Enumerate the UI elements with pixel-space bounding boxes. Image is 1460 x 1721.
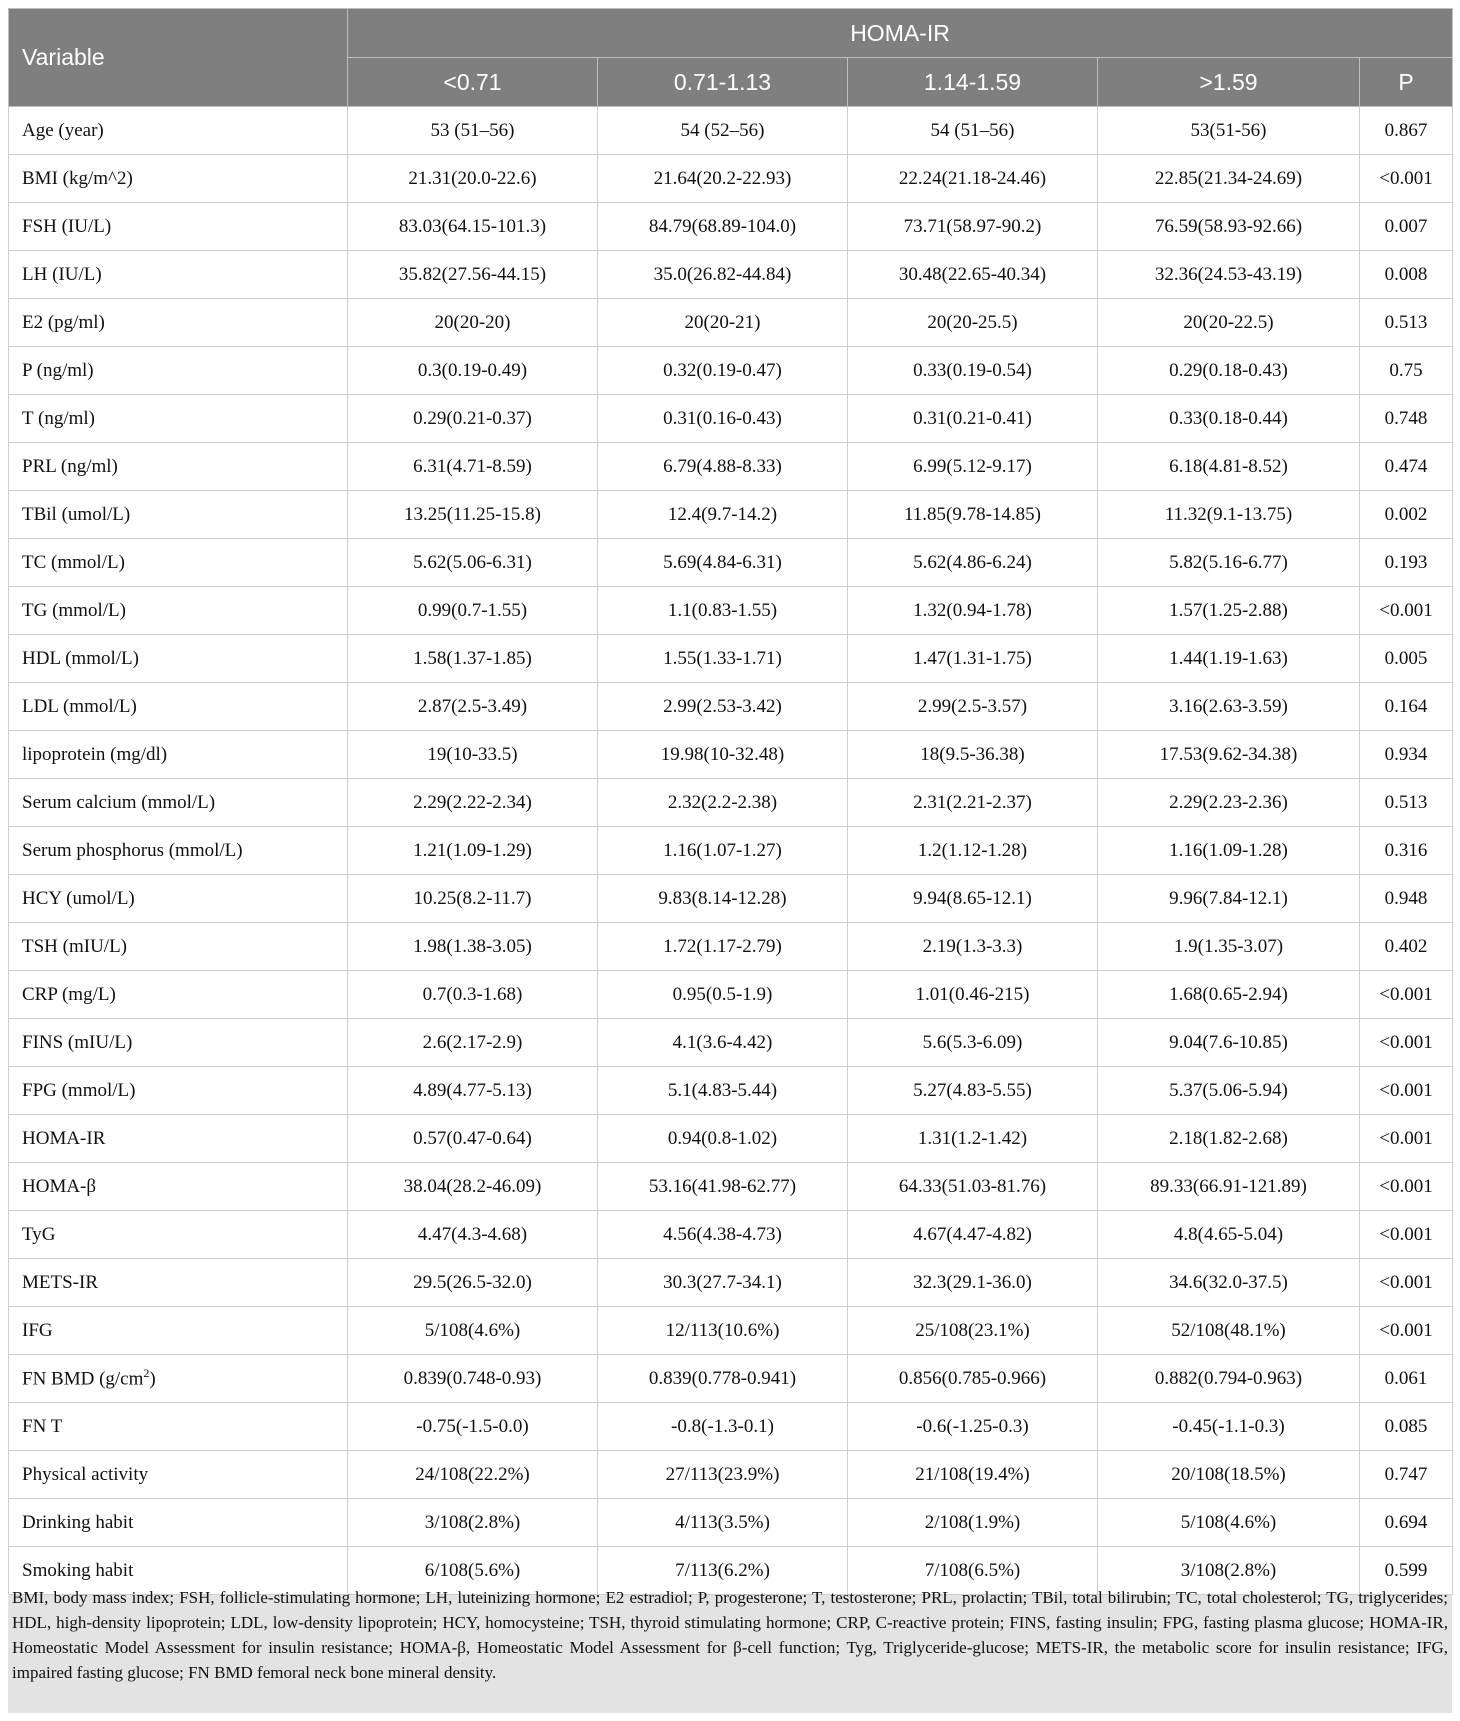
value-cell: 32.3(29.1-36.0)	[848, 1259, 1098, 1307]
value-cell: 6.79(4.88-8.33)	[598, 443, 848, 491]
p-value-cell: <0.001	[1360, 1115, 1453, 1163]
table-row	[9, 1019, 1453, 1067]
table-row	[9, 971, 1453, 1019]
value-cell: 0.95(0.5-1.9)	[598, 971, 848, 1019]
table-footnote: BMI, body mass index; FSH, follicle-stimulating hormone; LH, luteinizing hormone; E2 estradiol; P, progesterone; T, testosterone; PRL, prolactin; TBil, total bilirubin; TC, total cholesterol; TG, triglycerides; HDL, high-density lipoprotein; LDL, low-density lipoprotein; HCY, homocysteine; TSH, thyroid stimulating hormone; CRP, C-reactive protein; FINS, fasting insulin; FPG, fasting plasma glucose; HOMA-IR, Homeostatic Model Assessment for insulin resistance; HOMA-β, Homeostatic Model Assessment for β-cell function; Tyg, Triglyceride-glucose; METS-IR, the metabolic score for insulin resistance; IFG, impaired fasting glucose; FN BMD femoral neck bone mineral density.	[12, 1588, 1448, 1682]
value-cell: 35.82(27.56-44.15)	[348, 251, 598, 299]
row-label-text: HDL (mmol/L)	[22, 647, 139, 669]
table-row	[9, 539, 1453, 587]
group-header: HOMA-IR	[348, 9, 1453, 58]
p-value-cell: 0.061	[1360, 1355, 1453, 1403]
value-cell: 5.1(4.83-5.44)	[598, 1067, 848, 1115]
p-value-cell: 0.164	[1360, 683, 1453, 731]
value-cell: 22.85(21.34-24.69)	[1098, 155, 1360, 203]
value-cell: 3/108(2.8%)	[1098, 1547, 1360, 1595]
row-label	[9, 1403, 348, 1451]
table-row	[9, 731, 1453, 779]
p-value-cell: <0.001	[1360, 1307, 1453, 1355]
variable-header: Variable	[9, 9, 348, 107]
row-label-text: HCY (umol/L)	[22, 887, 135, 909]
p-value-cell: 0.948	[1360, 875, 1453, 923]
value-cell: 1.16(1.09-1.28)	[1098, 827, 1360, 875]
table-row	[9, 203, 1453, 251]
row-label-text: Physical activity	[22, 1463, 149, 1485]
value-cell: 2/108(1.9%)	[848, 1499, 1098, 1547]
row-label-text: Age (year)	[22, 119, 104, 141]
value-cell: 3.16(2.63-3.59)	[1098, 683, 1360, 731]
value-cell: 1.31(1.2-1.42)	[848, 1115, 1098, 1163]
row-label	[9, 1067, 348, 1115]
row-label-superscript: 2	[143, 1366, 150, 1381]
value-cell: 1.55(1.33-1.71)	[598, 635, 848, 683]
value-cell: 20(20-21)	[598, 299, 848, 347]
row-label-text: FPG (mmol/L)	[22, 1079, 136, 1101]
value-cell: 20/108(18.5%)	[1098, 1451, 1360, 1499]
value-cell: 0.31(0.16-0.43)	[598, 395, 848, 443]
p-value-cell: 0.002	[1360, 491, 1453, 539]
value-cell: 4.47(4.3-4.68)	[348, 1211, 598, 1259]
row-label	[9, 1211, 348, 1259]
value-cell: 84.79(68.89-104.0)	[598, 203, 848, 251]
value-cell: 2.87(2.5-3.49)	[348, 683, 598, 731]
table-row	[9, 299, 1453, 347]
value-cell: 2.29(2.23-2.36)	[1098, 779, 1360, 827]
value-cell: 2.32(2.2-2.38)	[598, 779, 848, 827]
table-row	[9, 1307, 1453, 1355]
value-cell: 2.29(2.22-2.34)	[348, 779, 598, 827]
row-label-text: CRP (mg/L)	[22, 983, 116, 1005]
column-header: P	[1360, 58, 1453, 107]
value-cell: 3/108(2.8%)	[348, 1499, 598, 1547]
table-row	[9, 251, 1453, 299]
value-cell: 54 (52–56)	[598, 107, 848, 155]
value-cell: 30.48(22.65-40.34)	[848, 251, 1098, 299]
row-label	[9, 1307, 348, 1355]
value-cell: 30.3(27.7-34.1)	[598, 1259, 848, 1307]
row-label	[9, 1451, 348, 1499]
table-row	[9, 1451, 1453, 1499]
value-cell: 9.96(7.84-12.1)	[1098, 875, 1360, 923]
value-cell: 4.56(4.38-4.73)	[598, 1211, 848, 1259]
column-header: >1.59	[1098, 58, 1360, 107]
value-cell: 1.47(1.31-1.75)	[848, 635, 1098, 683]
data-table	[8, 8, 1453, 1595]
row-label	[9, 1115, 348, 1163]
row-label	[9, 1499, 348, 1547]
row-label-text: METS-IR	[22, 1271, 98, 1293]
p-value-cell: 0.694	[1360, 1499, 1453, 1547]
value-cell: 11.32(9.1-13.75)	[1098, 491, 1360, 539]
row-label	[9, 443, 348, 491]
value-cell: 53 (51–56)	[348, 107, 598, 155]
value-cell: 13.25(11.25-15.8)	[348, 491, 598, 539]
table-row	[9, 1355, 1453, 1403]
value-cell: 1.9(1.35-3.07)	[1098, 923, 1360, 971]
table-row	[9, 875, 1453, 923]
value-cell: 0.99(0.7-1.55)	[348, 587, 598, 635]
table-row	[9, 491, 1453, 539]
value-cell: 9.04(7.6-10.85)	[1098, 1019, 1360, 1067]
row-label-text: LH (IU/L)	[22, 263, 102, 285]
value-cell: 21.64(20.2-22.93)	[598, 155, 848, 203]
p-value-cell: <0.001	[1360, 1067, 1453, 1115]
value-cell: 2.99(2.5-3.57)	[848, 683, 1098, 731]
value-cell: 64.33(51.03-81.76)	[848, 1163, 1098, 1211]
table-body	[9, 107, 1453, 1595]
row-label-text: FINS (mIU/L)	[22, 1031, 133, 1053]
value-cell: 53(51-56)	[1098, 107, 1360, 155]
row-label	[9, 971, 348, 1019]
value-cell: 2.31(2.21-2.37)	[848, 779, 1098, 827]
value-cell: 1.16(1.07-1.27)	[598, 827, 848, 875]
value-cell: 0.94(0.8-1.02)	[598, 1115, 848, 1163]
value-cell: -0.6(-1.25-0.3)	[848, 1403, 1098, 1451]
p-value-cell: 0.748	[1360, 395, 1453, 443]
value-cell: 17.53(9.62-34.38)	[1098, 731, 1360, 779]
value-cell: 52/108(48.1%)	[1098, 1307, 1360, 1355]
p-value-cell: <0.001	[1360, 971, 1453, 1019]
table-row	[9, 443, 1453, 491]
column-header: <0.71	[348, 58, 598, 107]
value-cell: 0.856(0.785-0.966)	[848, 1355, 1098, 1403]
table-row	[9, 1067, 1453, 1115]
table-row	[9, 1211, 1453, 1259]
row-label-text: PRL (ng/ml)	[22, 455, 118, 477]
row-label	[9, 779, 348, 827]
row-label-text: TSH (mIU/L)	[22, 935, 128, 957]
table-row	[9, 1115, 1453, 1163]
value-cell: -0.8(-1.3-0.1)	[598, 1403, 848, 1451]
p-value-cell: 0.599	[1360, 1547, 1453, 1595]
table-row	[9, 779, 1453, 827]
value-cell: 6.31(4.71-8.59)	[348, 443, 598, 491]
row-label-text: HOMA-IR	[22, 1127, 106, 1149]
value-cell: 5/108(4.6%)	[348, 1307, 598, 1355]
row-label-text: Serum phosphorus (mmol/L)	[22, 839, 243, 861]
value-cell: 11.85(9.78-14.85)	[848, 491, 1098, 539]
table-row	[9, 923, 1453, 971]
p-value-cell: <0.001	[1360, 587, 1453, 635]
row-label-end: )	[149, 1368, 156, 1390]
value-cell: 0.3(0.19-0.49)	[348, 347, 598, 395]
p-value-cell: 0.474	[1360, 443, 1453, 491]
value-cell: 0.882(0.794-0.963)	[1098, 1355, 1360, 1403]
row-label	[9, 539, 348, 587]
table-row	[9, 1163, 1453, 1211]
value-cell: 0.7(0.3-1.68)	[348, 971, 598, 1019]
p-value-cell: <0.001	[1360, 155, 1453, 203]
row-label	[9, 395, 348, 443]
p-value-cell: 0.085	[1360, 1403, 1453, 1451]
value-cell: 2.18(1.82-2.68)	[1098, 1115, 1360, 1163]
value-cell: 19(10-33.5)	[348, 731, 598, 779]
p-value-cell: 0.193	[1360, 539, 1453, 587]
value-cell: 9.94(8.65-12.1)	[848, 875, 1098, 923]
value-cell: 38.04(28.2-46.09)	[348, 1163, 598, 1211]
value-cell: 6/108(5.6%)	[348, 1547, 598, 1595]
value-cell: 1.98(1.38-3.05)	[348, 923, 598, 971]
row-label-text: TC (mmol/L)	[22, 551, 125, 573]
p-value-cell: 0.008	[1360, 251, 1453, 299]
table-row	[9, 1403, 1453, 1451]
value-cell: 76.59(58.93-92.66)	[1098, 203, 1360, 251]
value-cell: 19.98(10-32.48)	[598, 731, 848, 779]
value-cell: 12/113(10.6%)	[598, 1307, 848, 1355]
row-label-text: Drinking habit	[22, 1511, 134, 1533]
table-row	[9, 683, 1453, 731]
p-value-cell: 0.867	[1360, 107, 1453, 155]
table-row	[9, 395, 1453, 443]
row-label	[9, 155, 348, 203]
value-cell: 5.62(5.06-6.31)	[348, 539, 598, 587]
p-value-cell: <0.001	[1360, 1163, 1453, 1211]
value-cell: 1.58(1.37-1.85)	[348, 635, 598, 683]
row-label-text: P (ng/ml)	[22, 359, 94, 381]
value-cell: 21.31(20.0-22.6)	[348, 155, 598, 203]
table-frame	[8, 8, 1452, 1713]
row-label-text: TG (mmol/L)	[22, 599, 126, 621]
value-cell: 4/113(3.5%)	[598, 1499, 848, 1547]
value-cell: 20(20-22.5)	[1098, 299, 1360, 347]
value-cell: 34.6(32.0-37.5)	[1098, 1259, 1360, 1307]
value-cell: 1.32(0.94-1.78)	[848, 587, 1098, 635]
table-row	[9, 1499, 1453, 1547]
p-value-cell: 0.007	[1360, 203, 1453, 251]
value-cell: 1.72(1.17-2.79)	[598, 923, 848, 971]
value-cell: 0.33(0.18-0.44)	[1098, 395, 1360, 443]
value-cell: 4.8(4.65-5.04)	[1098, 1211, 1360, 1259]
table-row	[9, 155, 1453, 203]
value-cell: 54 (51–56)	[848, 107, 1098, 155]
value-cell: 5.62(4.86-6.24)	[848, 539, 1098, 587]
table-row	[9, 347, 1453, 395]
value-cell: -0.45(-1.1-0.3)	[1098, 1403, 1360, 1451]
value-cell: 1.21(1.09-1.29)	[348, 827, 598, 875]
row-label-text: lipoprotein (mg/dl)	[22, 743, 168, 765]
value-cell: 2.99(2.53-3.42)	[598, 683, 848, 731]
value-cell: 5/108(4.6%)	[1098, 1499, 1360, 1547]
value-cell: 25/108(23.1%)	[848, 1307, 1098, 1355]
value-cell: 0.57(0.47-0.64)	[348, 1115, 598, 1163]
row-label	[9, 827, 348, 875]
value-cell: 10.25(8.2-11.7)	[348, 875, 598, 923]
value-cell: 2.19(1.3-3.3)	[848, 923, 1098, 971]
table-row	[9, 827, 1453, 875]
p-value-cell: 0.005	[1360, 635, 1453, 683]
value-cell: 4.1(3.6-4.42)	[598, 1019, 848, 1067]
value-cell: 20(20-20)	[348, 299, 598, 347]
p-value-cell: 0.402	[1360, 923, 1453, 971]
value-cell: 5.37(5.06-5.94)	[1098, 1067, 1360, 1115]
value-cell: 5.69(4.84-6.31)	[598, 539, 848, 587]
value-cell: 24/108(22.2%)	[348, 1451, 598, 1499]
column-header: 1.14-1.59	[848, 58, 1098, 107]
row-label	[9, 923, 348, 971]
table-header	[9, 9, 1453, 107]
value-cell: 18(9.5-36.38)	[848, 731, 1098, 779]
row-label-text: FSH (IU/L)	[22, 215, 112, 237]
value-cell: 0.32(0.19-0.47)	[598, 347, 848, 395]
value-cell: 9.83(8.14-12.28)	[598, 875, 848, 923]
value-cell: 0.29(0.18-0.43)	[1098, 347, 1360, 395]
row-label	[9, 683, 348, 731]
value-cell: 32.36(24.53-43.19)	[1098, 251, 1360, 299]
value-cell: 0.29(0.21-0.37)	[348, 395, 598, 443]
value-cell: 1.57(1.25-2.88)	[1098, 587, 1360, 635]
row-label-text: HOMA-β	[22, 1175, 97, 1197]
value-cell: 12.4(9.7-14.2)	[598, 491, 848, 539]
p-value-cell: 0.513	[1360, 299, 1453, 347]
value-cell: 20(20-25.5)	[848, 299, 1098, 347]
row-label-text: FN BMD (g/cm	[22, 1368, 144, 1390]
row-label	[9, 1355, 348, 1403]
table-row	[9, 1259, 1453, 1307]
row-label	[9, 635, 348, 683]
value-cell: 1.1(0.83-1.55)	[598, 587, 848, 635]
value-cell: 5.6(5.3-6.09)	[848, 1019, 1098, 1067]
row-label	[9, 1259, 348, 1307]
row-label-text: IFG	[22, 1319, 53, 1341]
value-cell: 1.44(1.19-1.63)	[1098, 635, 1360, 683]
row-label-text: Serum calcium (mmol/L)	[22, 791, 216, 813]
value-cell: 0.839(0.748-0.93)	[348, 1355, 598, 1403]
row-label-text: E2 (pg/ml)	[22, 311, 105, 333]
value-cell: 1.68(0.65-2.94)	[1098, 971, 1360, 1019]
table-row	[9, 587, 1453, 635]
p-value-cell: <0.001	[1360, 1259, 1453, 1307]
column-header: 0.71-1.13	[598, 58, 848, 107]
row-label-text: BMI (kg/m^2)	[22, 167, 133, 189]
row-label	[9, 107, 348, 155]
row-label	[9, 1163, 348, 1211]
row-label-text: FN T	[22, 1415, 63, 1437]
value-cell: 89.33(66.91-121.89)	[1098, 1163, 1360, 1211]
value-cell: 27/113(23.9%)	[598, 1451, 848, 1499]
row-label-text: LDL (mmol/L)	[22, 695, 137, 717]
value-cell: -0.75(-1.5-0.0)	[348, 1403, 598, 1451]
value-cell: 1.01(0.46-215)	[848, 971, 1098, 1019]
row-label	[9, 251, 348, 299]
row-label-text: TyG	[22, 1223, 56, 1245]
row-label	[9, 203, 348, 251]
row-label-text: Smoking habit	[22, 1559, 134, 1581]
row-label	[9, 731, 348, 779]
value-cell: 29.5(26.5-32.0)	[348, 1259, 598, 1307]
p-value-cell: 0.747	[1360, 1451, 1453, 1499]
value-cell: 6.18(4.81-8.52)	[1098, 443, 1360, 491]
p-value-cell: <0.001	[1360, 1211, 1453, 1259]
value-cell: 73.71(58.97-90.2)	[848, 203, 1098, 251]
row-label	[9, 587, 348, 635]
value-cell: 5.27(4.83-5.55)	[848, 1067, 1098, 1115]
row-label-text: TBil (umol/L)	[22, 503, 131, 525]
row-label-text: T (ng/ml)	[22, 407, 96, 429]
value-cell: 1.2(1.12-1.28)	[848, 827, 1098, 875]
value-cell: 35.0(26.82-44.84)	[598, 251, 848, 299]
value-cell: 0.33(0.19-0.54)	[848, 347, 1098, 395]
value-cell: 0.31(0.21-0.41)	[848, 395, 1098, 443]
row-label	[9, 875, 348, 923]
value-cell: 7/113(6.2%)	[598, 1547, 848, 1595]
value-cell: 4.89(4.77-5.13)	[348, 1067, 598, 1115]
p-value-cell: 0.75	[1360, 347, 1453, 395]
row-label	[9, 347, 348, 395]
value-cell: 7/108(6.5%)	[848, 1547, 1098, 1595]
value-cell: 21/108(19.4%)	[848, 1451, 1098, 1499]
value-cell: 4.67(4.47-4.82)	[848, 1211, 1098, 1259]
row-label	[9, 491, 348, 539]
value-cell: 6.99(5.12-9.17)	[848, 443, 1098, 491]
value-cell: 0.839(0.778-0.941)	[598, 1355, 848, 1403]
p-value-cell: 0.934	[1360, 731, 1453, 779]
row-label	[9, 1019, 348, 1067]
value-cell: 2.6(2.17-2.9)	[348, 1019, 598, 1067]
table-row	[9, 635, 1453, 683]
value-cell: 5.82(5.16-6.77)	[1098, 539, 1360, 587]
p-value-cell: <0.001	[1360, 1019, 1453, 1067]
row-label	[9, 299, 348, 347]
p-value-cell: 0.316	[1360, 827, 1453, 875]
value-cell: 83.03(64.15-101.3)	[348, 203, 598, 251]
p-value-cell: 0.513	[1360, 779, 1453, 827]
value-cell: 22.24(21.18-24.46)	[848, 155, 1098, 203]
table-row	[9, 107, 1453, 155]
value-cell: 53.16(41.98-62.77)	[598, 1163, 848, 1211]
